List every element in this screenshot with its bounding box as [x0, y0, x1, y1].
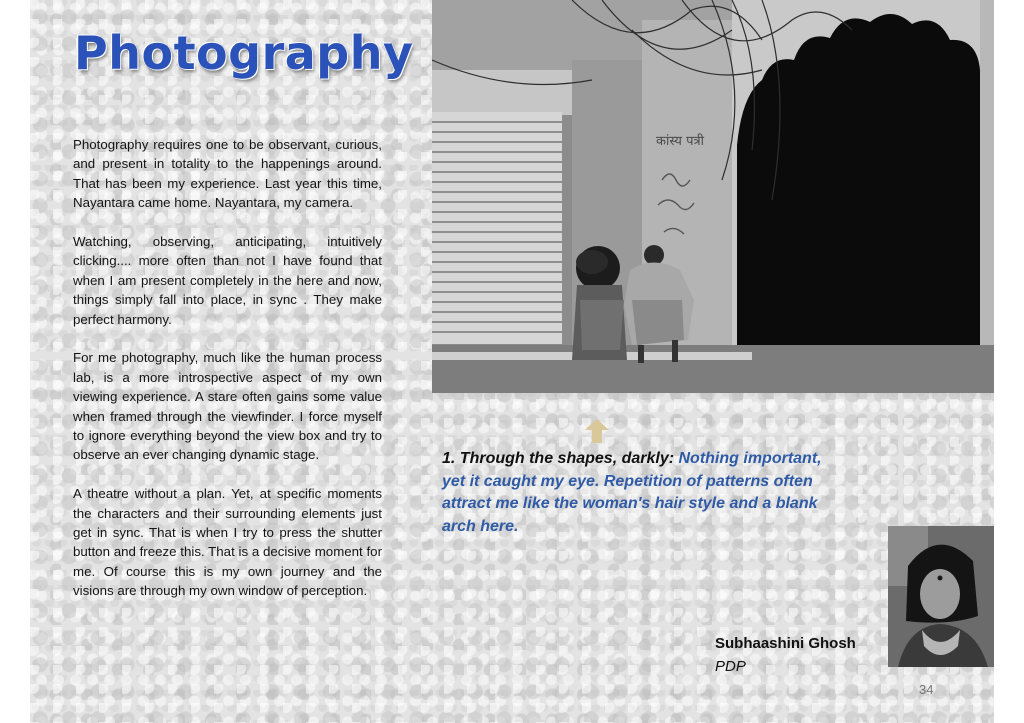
- article-body: [73, 135, 382, 620]
- page-title: Photography: [74, 26, 414, 80]
- page-number: 34: [919, 682, 934, 697]
- street-photo: [432, 0, 994, 393]
- author-department: PDP: [715, 658, 746, 675]
- up-arrow-icon: [585, 419, 609, 443]
- paragraph-4: A theatre without a plan. Yet, at specific moments the characters and their surrounding elements just get in sync. That is when I try to press the shutter button and freeze this. That is a decisive moment for me. Of course this is my own journey and the visions are through my own window of perception.: [73, 486, 382, 599]
- author-name: Subhaashini Ghosh: [715, 635, 856, 652]
- photo-caption: [442, 448, 842, 538]
- caption-label: 1. Through the shapes, darkly:: [442, 450, 675, 467]
- caption-text: Nothing important, yet it caught my eye. Repetition of patterns often attract me like the woman's hair style and a blank arch here.: [442, 450, 822, 535]
- author-portrait-drawing: [888, 526, 994, 667]
- author-portrait: [888, 526, 994, 667]
- paragraph-2: Watching, observing, anticipating, intuitively clicking.... more often than not I have found that when I am present completely in the here and now, things simply fall into place, in sync . They make perfect harmony.: [73, 234, 382, 327]
- street-photo-drawing: [432, 0, 994, 393]
- paragraph-1: Photography requires one to be observant, curious, and present in totality to the happenings around. That has been my experience. Last year this time, Nayantara came home. Nayantara, my camera.: [73, 137, 382, 211]
- wall-painted-text: कांस्य पत्री: [656, 134, 705, 149]
- paragraph-3: For me photography, much like the human process lab, is a more introspective aspect of my own viewing experience. A stare often gains some value when framed through the viewfinder. I force myself to ignore everything beyond the view box and try to observe an ever changing dynamic stage.: [73, 350, 382, 463]
